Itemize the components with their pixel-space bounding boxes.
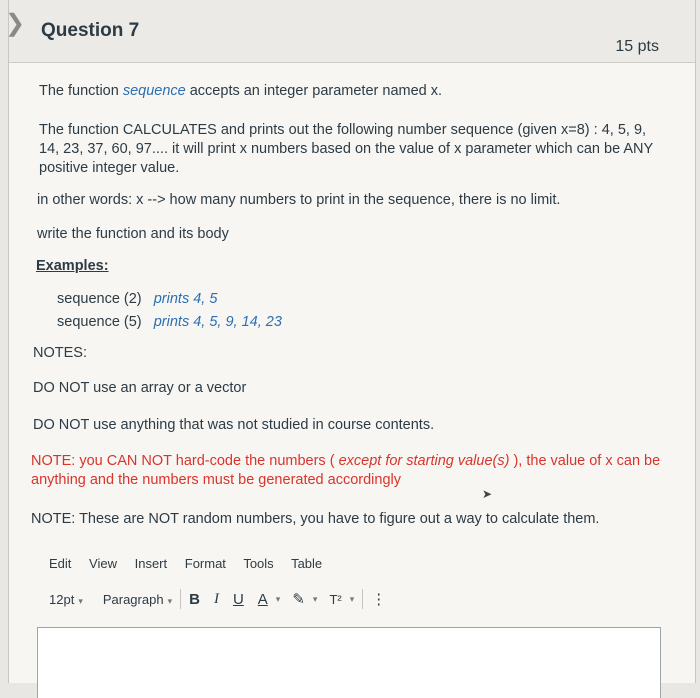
chevron-down-icon: ▾ (349, 593, 355, 604)
chevron-down-icon: ▾ (275, 593, 281, 604)
block-format-select[interactable] (103, 592, 172, 607)
question-points: 15 pts (615, 38, 659, 55)
more-options-button[interactable]: ⋮ (371, 591, 387, 608)
font-size-value: 12pt (49, 591, 75, 607)
desc-line-3: positive integer value. (39, 160, 180, 176)
intro-line (39, 82, 442, 101)
answer-editor[interactable] (37, 627, 661, 698)
underline-button[interactable]: U (232, 590, 244, 608)
menu-view[interactable]: View (89, 556, 117, 571)
menu-format[interactable]: Format (184, 556, 226, 571)
italic-button[interactable]: I (213, 590, 219, 607)
note-hardcode-a: NOTE: you CAN NOT hard-code the numbers ( (31, 453, 339, 469)
examples-heading: Examples: (36, 258, 109, 274)
text-color-button[interactable]: A (257, 590, 268, 608)
note-course-contents: DO NOT use anything that was not studied in course contents. (33, 417, 435, 433)
example-1 (57, 290, 217, 309)
chevron-down-icon: ▾ (78, 595, 83, 606)
question-header (5, 0, 695, 63)
highlight-button[interactable]: ✎ (292, 591, 305, 608)
desc-line-2: 14, 23, 37, 60, 97.... it will print x numbers based on the value of x parameter which can be ANY (39, 141, 654, 157)
editor-format-toolbar (49, 588, 400, 610)
note-hardcode-line-2: anything and the numbers must be generated accordingly (31, 472, 401, 488)
font-size-select[interactable] (49, 592, 83, 607)
toolbar-divider (362, 589, 363, 609)
editor-menubar (49, 556, 336, 571)
menu-edit[interactable]: Edit (49, 556, 72, 571)
note-hardcode-b: except for starting value(s) (338, 453, 510, 469)
chevron-left-icon: ❯ (5, 10, 26, 37)
example-2-call: sequence (5) (57, 314, 142, 330)
note-hardcode-c: ), the value of x can be (509, 453, 661, 469)
desc-line-1: The function CALCULATES and prints out the following number sequence (given x=8) : 4, 5, 9, (39, 122, 647, 138)
note-no-array: DO NOT use an array or a vector (33, 380, 247, 396)
chevron-down-icon: ▾ (167, 595, 173, 606)
example-2 (57, 313, 282, 332)
intro-text-a: The function (39, 83, 123, 99)
toolbar-divider (180, 589, 181, 609)
question-card (5, 0, 696, 683)
note-not-random: NOTE: These are NOT random numbers, you have to figure out a way to calculate them. (31, 511, 600, 527)
intro-text-c: accepts an integer parameter named x. (185, 83, 443, 99)
example-1-call: sequence (2) (57, 291, 142, 307)
block-format-value: Paragraph (102, 591, 164, 607)
example-1-output: prints 4, 5 (153, 291, 218, 307)
mouse-pointer-icon: ➤ (482, 487, 493, 501)
notes-heading: NOTES: (33, 345, 87, 361)
question-title: Question 7 (41, 20, 140, 41)
menu-insert[interactable]: Insert (134, 556, 168, 571)
superscript-button[interactable]: T² (329, 591, 342, 607)
example-2-output: prints 4, 5, 9, 14, 23 (153, 314, 282, 330)
write-instruction: write the function and its body (37, 226, 229, 242)
menu-tools[interactable]: Tools (243, 556, 274, 571)
chevron-down-icon: ▾ (312, 593, 318, 604)
function-name: sequence (122, 83, 186, 99)
bold-button[interactable]: B (189, 590, 200, 608)
note-hardcode-line-1 (31, 452, 660, 471)
other-words-line: in other words: x --> how many numbers to print in the sequence, there is no limit. (37, 192, 561, 208)
menu-table[interactable]: Table (291, 556, 323, 571)
